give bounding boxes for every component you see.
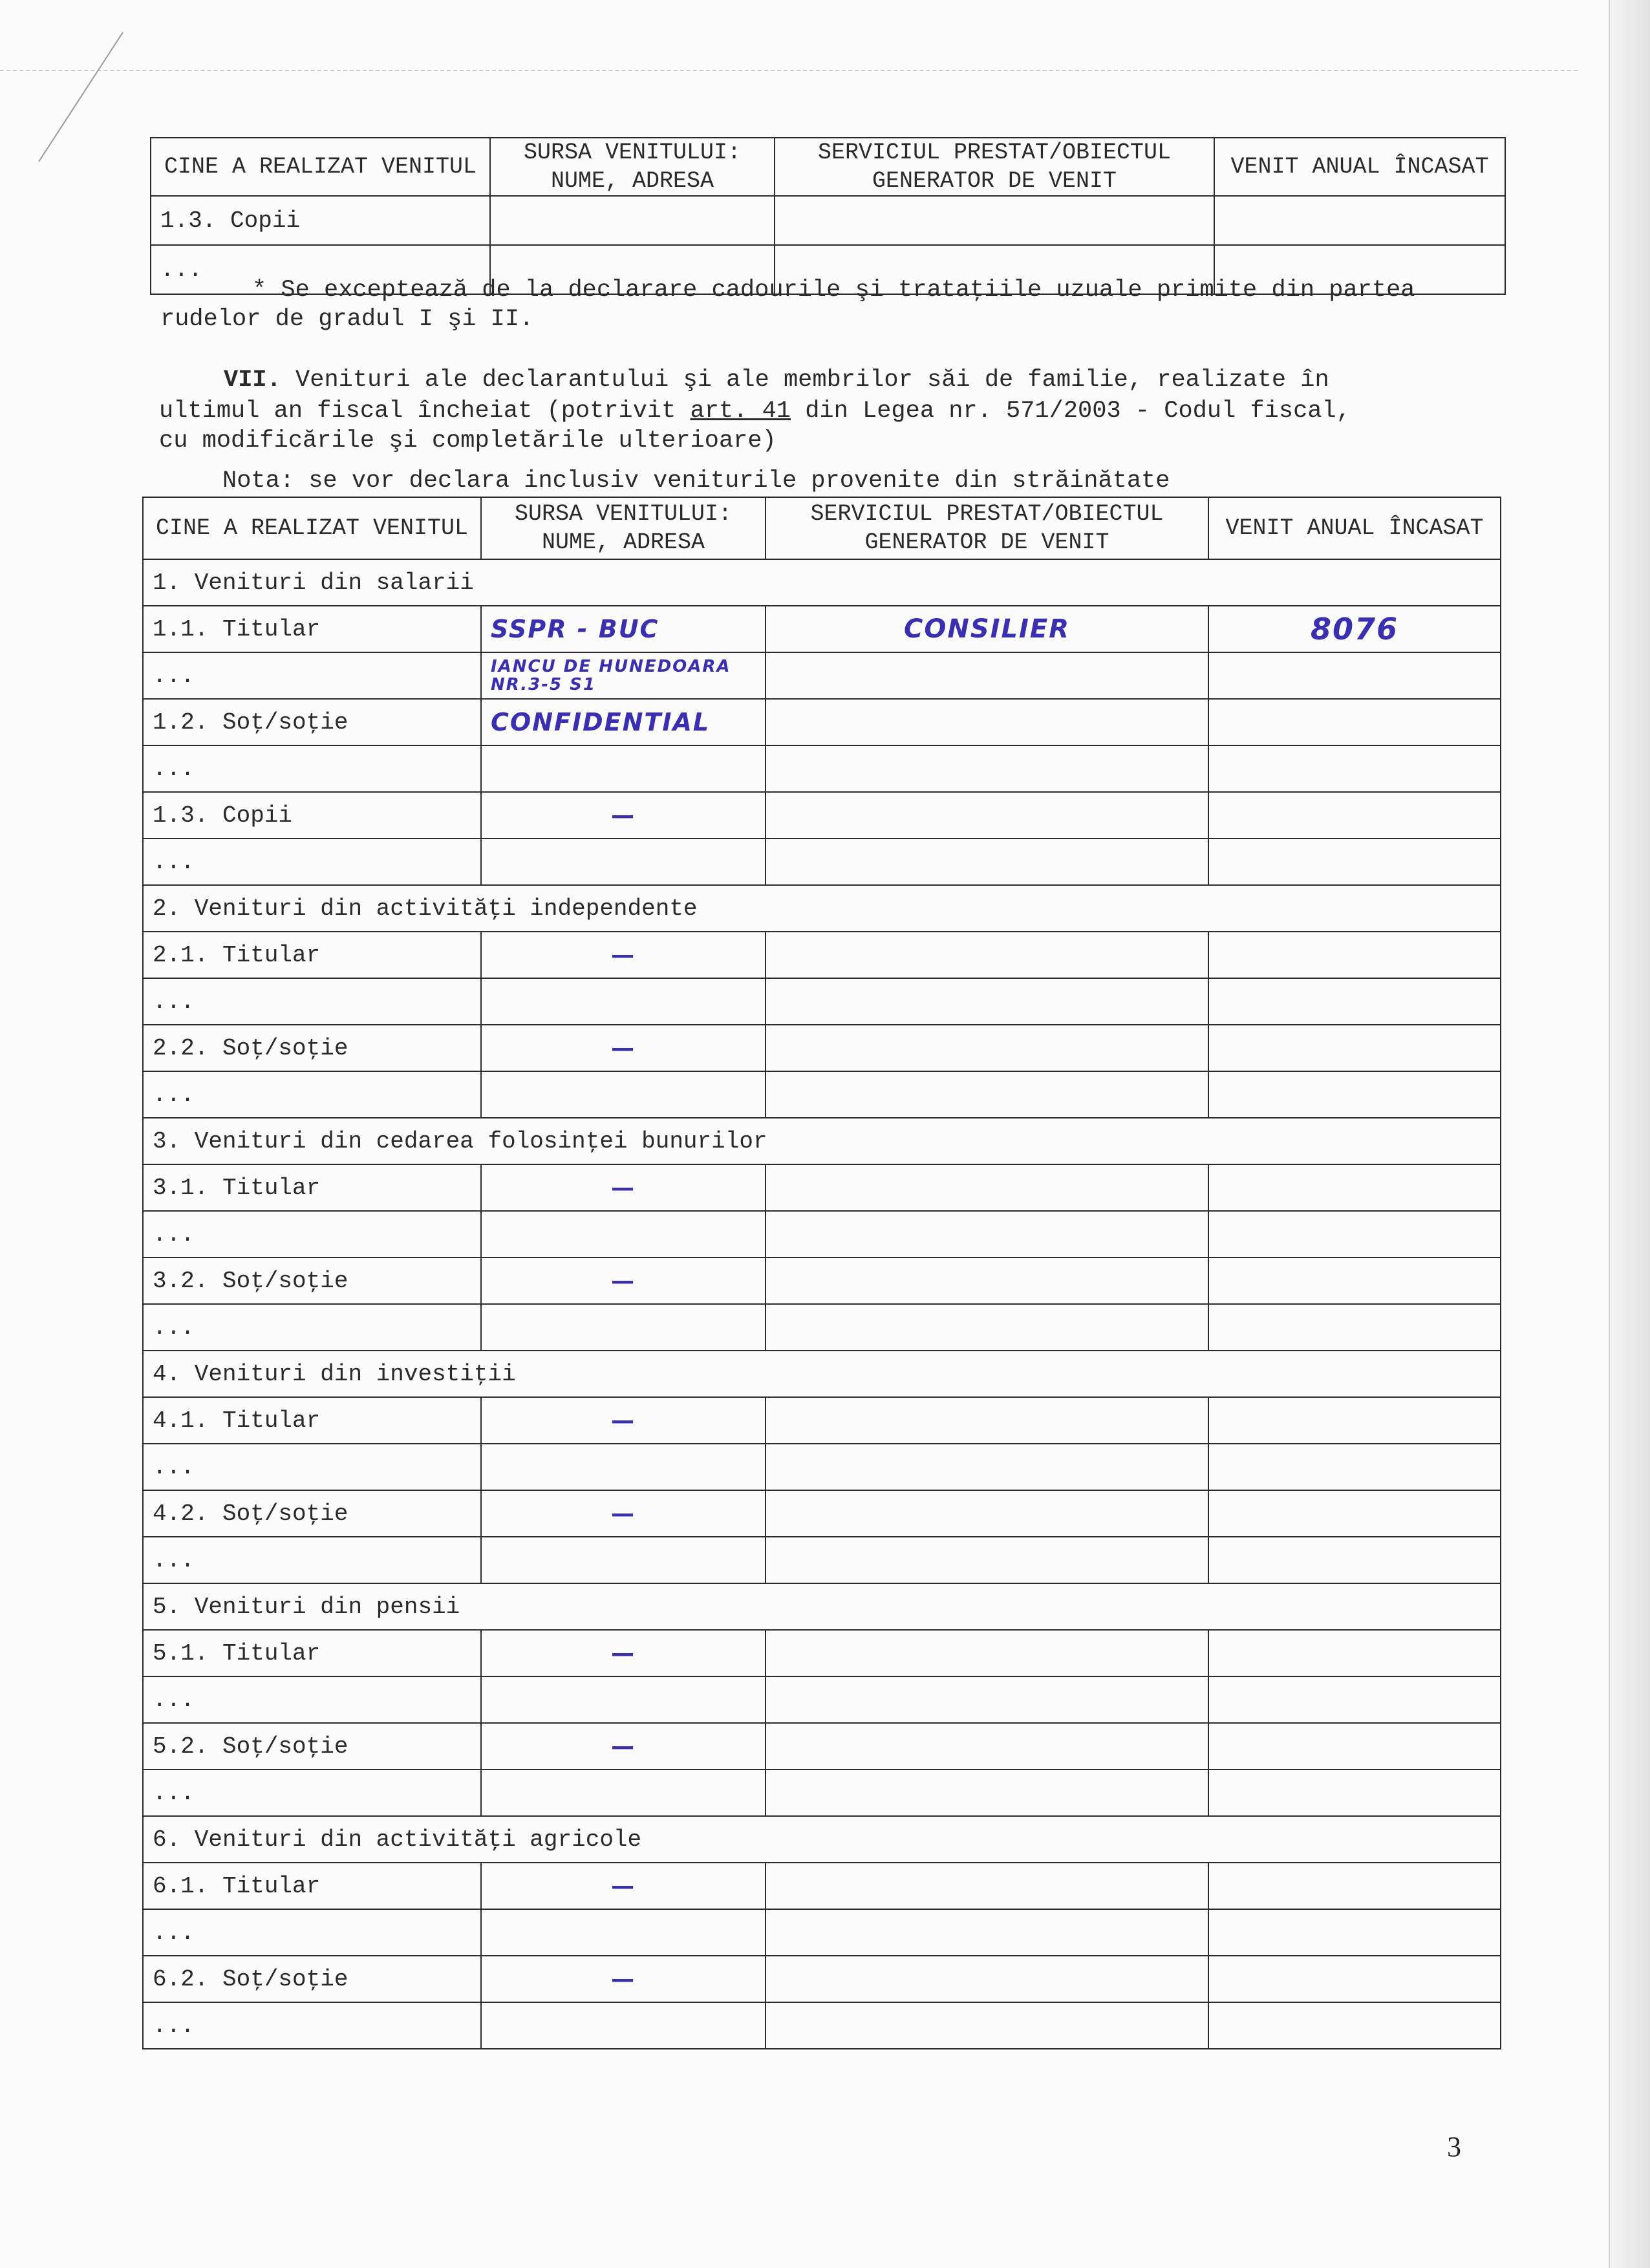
- top-dashed-rule: [0, 70, 1578, 71]
- amount-cell: [1208, 978, 1501, 1025]
- row-label: ...: [143, 1304, 481, 1351]
- section-vii-text: Venituri ale declarantului şi ale membrilor săi de familie, realizate în: [295, 367, 1329, 394]
- service-cell: [766, 1304, 1208, 1351]
- section-row: [143, 1118, 1501, 1164]
- row-label: ...: [143, 652, 481, 699]
- source-cell: CONFIDENTIAL: [481, 699, 766, 745]
- footnote-line-2: rudelor de gradul I şi II.: [160, 306, 534, 333]
- amount-cell: [1208, 1630, 1501, 1676]
- source-cell: —: [481, 1164, 766, 1211]
- service-cell: [766, 1956, 1208, 2002]
- table-row: [143, 1630, 1501, 1676]
- row-label: 4.1. Titular: [143, 1397, 481, 1444]
- row-label: ...: [143, 978, 481, 1025]
- row-label: ...: [143, 1537, 481, 1583]
- source-cell: [481, 1770, 766, 1816]
- row-label: 1.3. Copii: [143, 792, 481, 839]
- service-cell: [766, 932, 1208, 978]
- service-cell: [766, 1770, 1208, 1816]
- service-cell: [766, 1444, 1208, 1490]
- table-row: [143, 745, 1501, 792]
- page-edge-shadow: [1609, 0, 1650, 2268]
- col-header-source: SURSA VENITULUI: NUME, ADRESA: [481, 497, 766, 559]
- source-cell: —: [481, 932, 766, 978]
- table-row: [143, 792, 1501, 839]
- service-cell: [766, 2002, 1208, 2049]
- row-label: 6.1. Titular: [143, 1863, 481, 1909]
- amount-cell: [1208, 1397, 1501, 1444]
- amount-cell: [1208, 839, 1501, 885]
- col-header-amount: VENIT ANUAL ÎNCASAT: [1214, 138, 1505, 196]
- section-vii-line-1: [224, 366, 1329, 394]
- service-cell: [766, 1909, 1208, 1956]
- amount-cell: [1208, 1537, 1501, 1583]
- section-row: [143, 885, 1501, 932]
- section-vii-line-2: [159, 397, 1351, 425]
- source-cell: —: [481, 1397, 766, 1444]
- table-row: [143, 1490, 1501, 1537]
- amount-cell: [1208, 745, 1501, 792]
- table-row: [143, 1444, 1501, 1490]
- table-row: [143, 1071, 1501, 1118]
- table-row: [143, 1956, 1501, 2002]
- table-row: [151, 196, 1505, 245]
- amount-cell: [1208, 1676, 1501, 1723]
- amount-cell: [1208, 932, 1501, 978]
- source-cell: —: [481, 1025, 766, 1071]
- col-header-who: CINE A REALIZAT VENITUL: [151, 138, 490, 196]
- table-row: [143, 652, 1501, 699]
- source-cell: [481, 1676, 766, 1723]
- col-header-amount: VENIT ANUAL ÎNCASAT: [1208, 497, 1501, 559]
- col-header-who: CINE A REALIZAT VENITUL: [143, 497, 481, 559]
- row-label: ...: [151, 245, 490, 294]
- scan-corner-mark: [26, 26, 142, 168]
- amount-cell: [1208, 1304, 1501, 1351]
- table-row: [143, 2002, 1501, 2049]
- source-cell: —: [481, 1863, 766, 1909]
- table-row: [143, 932, 1501, 978]
- section-vii-text-a: ultimul an fiscal încheiat (potrivit: [159, 398, 691, 425]
- source-cell: IANCU DE HUNEDOARA NR.3-5 S1: [481, 652, 766, 699]
- row-label: 4.2. Soţ/soţie: [143, 1490, 481, 1537]
- col-header-service: SERVICIUL PRESTAT/OBIECTUL GENERATOR DE VENIT: [775, 138, 1214, 196]
- section-row: [143, 1583, 1501, 1630]
- service-cell: [766, 1025, 1208, 1071]
- section-vii-line-3: cu modificările şi completările ulterioare): [159, 427, 777, 455]
- section-row: [143, 1816, 1501, 1863]
- source-cell: —: [481, 1257, 766, 1304]
- row-label: ...: [143, 1676, 481, 1723]
- amount-cell: [1208, 1164, 1501, 1211]
- service-cell: [766, 1397, 1208, 1444]
- page-number: 3: [1447, 2131, 1461, 2163]
- row-label: ...: [143, 1444, 481, 1490]
- row-label: 1.1. Titular: [143, 606, 481, 652]
- amount-cell: [1208, 1863, 1501, 1909]
- service-cell: [766, 1490, 1208, 1537]
- source-cell: SSPR - BUC: [481, 606, 766, 652]
- row-label: 3.2. Soţ/soţie: [143, 1257, 481, 1304]
- section-row: [143, 559, 1501, 606]
- table-row: [143, 1025, 1501, 1071]
- amount-cell: [1208, 1025, 1501, 1071]
- section-vii-text-b: din Legea nr. 571/2003 - Codul fiscal,: [790, 398, 1351, 425]
- source-cell: —: [481, 1723, 766, 1770]
- source-cell: —: [481, 1956, 766, 2002]
- source-cell: [481, 978, 766, 1025]
- row-label: 5.2. Soţ/soţie: [143, 1723, 481, 1770]
- source-cell: [481, 1537, 766, 1583]
- service-cell: [766, 792, 1208, 839]
- amount-cell: [1208, 1770, 1501, 1816]
- row-label: 2.2. Soţ/soţie: [143, 1025, 481, 1071]
- table-row: [143, 1723, 1501, 1770]
- service-cell: [766, 652, 1208, 699]
- row-label: 5.1. Titular: [143, 1630, 481, 1676]
- row-label: ...: [143, 1770, 481, 1816]
- amount-cell: [1208, 2002, 1501, 2049]
- table-row: [143, 1863, 1501, 1909]
- section-title: 6. Venituri din activităţi agricole: [143, 1816, 1501, 1863]
- table-row: [143, 699, 1501, 745]
- top-income-table: [150, 137, 1506, 295]
- source-cell: [481, 1304, 766, 1351]
- service-cell: [766, 1257, 1208, 1304]
- source-cell: —: [481, 1630, 766, 1676]
- amount-cell: [1208, 652, 1501, 699]
- service-cell: [766, 1164, 1208, 1211]
- source-cell: [481, 1909, 766, 1956]
- service-cell: [766, 745, 1208, 792]
- amount-cell: [1208, 1909, 1501, 1956]
- row-label: 2.1. Titular: [143, 932, 481, 978]
- col-header-service: SERVICIUL PRESTAT/OBIECTUL GENERATOR DE VENIT: [766, 497, 1208, 559]
- amount-cell: [1208, 1723, 1501, 1770]
- source-cell: [481, 745, 766, 792]
- amount-cell: [1208, 1956, 1501, 2002]
- table-row: [143, 1676, 1501, 1723]
- service-cell: [766, 1071, 1208, 1118]
- section-title: 1. Venituri din salarii: [143, 559, 1501, 606]
- amount-cell: [1208, 1257, 1501, 1304]
- service-cell: [766, 978, 1208, 1025]
- service-cell: [766, 1211, 1208, 1257]
- service-cell: [766, 839, 1208, 885]
- service-cell: [766, 1537, 1208, 1583]
- amount-cell: [1208, 792, 1501, 839]
- service-cell: [766, 1630, 1208, 1676]
- row-label: ...: [143, 2002, 481, 2049]
- table-row: [143, 978, 1501, 1025]
- footnote-line-1: * Se exceptează de la declarare cadourile şi trataţiile uzuale primite din partea: [252, 277, 1415, 304]
- amount-cell: [1208, 1071, 1501, 1118]
- law-article-link[interactable]: art. 41: [690, 398, 791, 425]
- service-cell: [766, 1676, 1208, 1723]
- table-row: [143, 1397, 1501, 1444]
- row-label: 1.2. Soţ/soţie: [143, 699, 481, 745]
- table-row: [143, 1257, 1501, 1304]
- amount-cell: [1208, 699, 1501, 745]
- amount-cell: [1208, 1490, 1501, 1537]
- section-title: 3. Venituri din cedarea folosinţei bunurilor: [143, 1118, 1501, 1164]
- table-row: [143, 1304, 1501, 1351]
- source-cell: [481, 1071, 766, 1118]
- row-label: ...: [143, 1909, 481, 1956]
- row-label: ...: [143, 1071, 481, 1118]
- service-cell: [766, 1863, 1208, 1909]
- row-label: 1.3. Copii: [151, 196, 490, 245]
- service-cell: [766, 699, 1208, 745]
- table-row: [143, 606, 1501, 652]
- section-title: 5. Venituri din pensii: [143, 1583, 1501, 1630]
- table-row: [143, 839, 1501, 885]
- source-cell: [481, 1211, 766, 1257]
- source-cell: —: [481, 1490, 766, 1537]
- amount-cell: [1208, 1211, 1501, 1257]
- table-row: [143, 1211, 1501, 1257]
- amount-cell: [1208, 1444, 1501, 1490]
- amount-cell: 8076: [1208, 606, 1501, 652]
- source-cell: [481, 2002, 766, 2049]
- source-cell: [481, 1444, 766, 1490]
- main-income-table: [142, 497, 1501, 2049]
- service-cell: CONSILIER: [766, 606, 1208, 652]
- table-row: [143, 1164, 1501, 1211]
- section-vii-numeral: VII.: [224, 367, 281, 394]
- source-cell: [481, 839, 766, 885]
- service-cell: [766, 1723, 1208, 1770]
- table-row: [143, 1537, 1501, 1583]
- section-row: [143, 1351, 1501, 1397]
- row-label: 6.2. Soţ/soţie: [143, 1956, 481, 2002]
- table-row: [143, 1909, 1501, 1956]
- section-title: 4. Venituri din investiţii: [143, 1351, 1501, 1397]
- section-title: 2. Venituri din activităţi independente: [143, 885, 1501, 932]
- row-label: ...: [143, 1211, 481, 1257]
- row-label: 3.1. Titular: [143, 1164, 481, 1211]
- section-vii-note: Nota: se vor declara inclusiv veniturile provenite din străinătate: [222, 467, 1170, 495]
- col-header-source: SURSA VENITULUI: NUME, ADRESA: [490, 138, 775, 196]
- row-label: ...: [143, 745, 481, 792]
- table-row: [143, 1770, 1501, 1816]
- source-cell: —: [481, 792, 766, 839]
- row-label: ...: [143, 839, 481, 885]
